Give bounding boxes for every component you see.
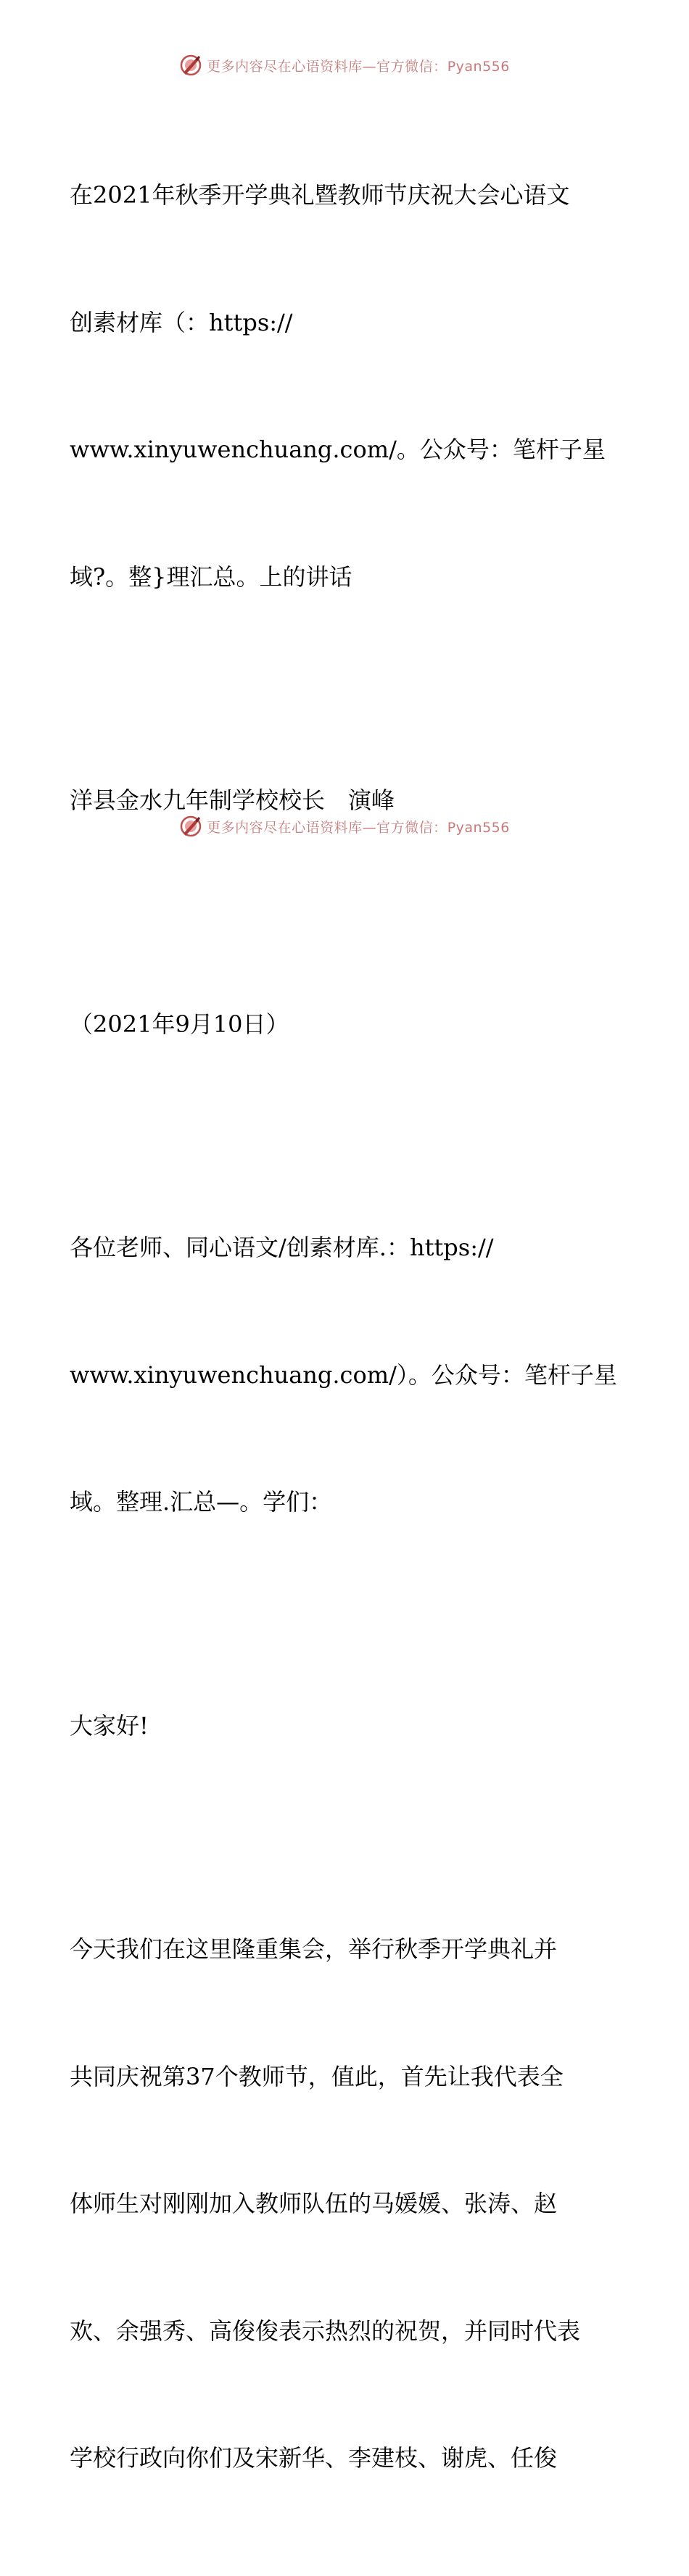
title-line: 创素材库（：https:// xyxy=(70,308,293,336)
date-line: （2021年9月10日） xyxy=(70,1010,289,1038)
body-line: 欢、余强秀、高俊俊表示热烈的祝贺，并同时代表 xyxy=(70,2317,581,2345)
title-line: www.xinyuwenchuang.com/。公众号：笔杆子星 xyxy=(70,436,606,463)
author-line: 洋县金水九年制学校校长 演峰 xyxy=(70,786,395,814)
document-title xyxy=(70,89,621,683)
greeting: 大家好! xyxy=(70,1711,149,1740)
salutation-line: www.xinyuwenchuang.com/）。公众号：笔杆子星 xyxy=(70,1360,617,1389)
salutation xyxy=(70,1142,621,1608)
salutation-line: 各位老师、同心语文/创素材库.：https:// xyxy=(70,1234,494,1261)
footer-banner xyxy=(0,812,689,841)
banner-text: 更多内容尽在心语资料库—官方微信：Pyan556 xyxy=(207,58,510,75)
document-body xyxy=(70,89,621,2576)
body-line: 学校行政向你们及宋新华、李建枝、谢虎、任俊 xyxy=(70,2444,558,2472)
pen-seal-icon xyxy=(179,54,202,77)
salutation-line: 域。整理.汇总—。学们： xyxy=(70,1488,333,1516)
body-line: 共同庆祝第37个教师节，值此，首先让我代表全 xyxy=(70,2062,564,2090)
header-banner xyxy=(0,51,689,80)
banner-content xyxy=(179,815,510,838)
body-line: 今天我们在这里隆重集会，举行秋季开学典礼并 xyxy=(70,1935,558,1963)
banner-content xyxy=(179,54,510,77)
banner-text: 更多内容尽在心语资料库—官方微信：Pyan556 xyxy=(207,819,510,836)
body-line: 体师生对刚刚加入教师队伍的马媛媛、张涛、赵 xyxy=(70,2190,558,2217)
body-paragraph xyxy=(70,1843,621,2564)
pen-seal-icon xyxy=(179,815,202,838)
title-line: 域?。整}理汇总。上的讲话 xyxy=(70,562,352,591)
title-line: 在2021年秋季开学典礼暨教师节庆祝大会心语文 xyxy=(70,181,570,209)
